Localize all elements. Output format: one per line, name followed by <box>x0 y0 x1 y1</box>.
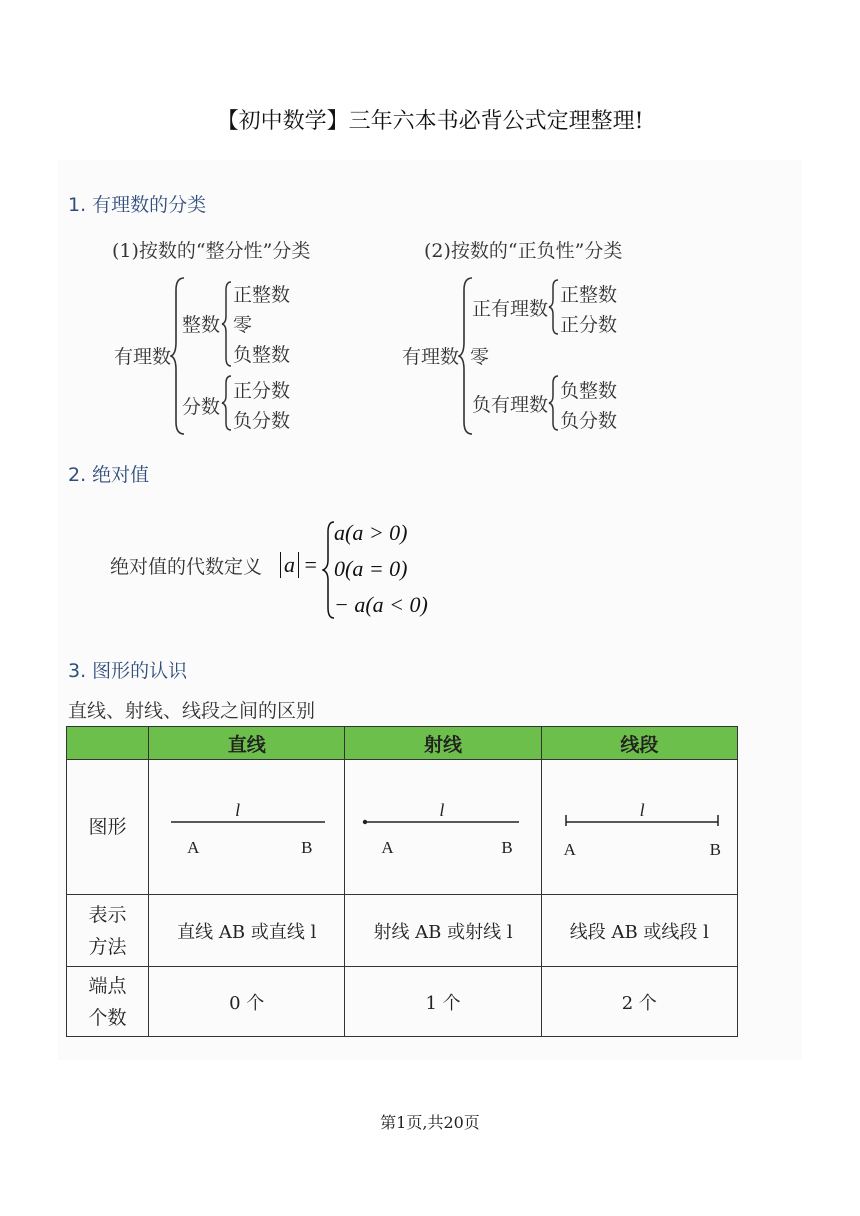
ray-label-l: l <box>439 800 445 820</box>
abs-var: a <box>284 552 295 577</box>
endpoints-ray: 1 个 <box>345 967 541 1037</box>
abs-def-label: 绝对值的代数定义 <box>110 556 263 578</box>
comparison-table <box>66 726 738 1037</box>
table-row <box>67 895 738 967</box>
row-head-figure: 图形 <box>67 760 149 895</box>
right-root: 有理数 <box>402 346 460 368</box>
right-item-neg-frac: 负分数 <box>560 410 618 432</box>
abs-def-lhs: a = <box>280 552 317 578</box>
right-group-positive: 正有理数 <box>472 298 549 320</box>
right-heading: (2)按数的“正负性”分类 <box>424 240 623 262</box>
figure-line-cell <box>149 760 345 895</box>
right-item-neg-int: 负整数 <box>560 380 618 402</box>
left-item-neg-int: 负整数 <box>233 344 291 366</box>
right-negative-brace <box>548 374 560 432</box>
notation-ray: 射线 AB 或射线 l <box>345 895 541 967</box>
row-head-notation-line1: 表示 <box>88 903 127 926</box>
header-empty <box>67 727 149 760</box>
header-ray: 射线 <box>345 727 541 760</box>
right-item-pos-frac: 正分数 <box>560 314 618 336</box>
left-fraction-brace <box>221 374 233 432</box>
right-group-negative: 负有理数 <box>472 394 549 416</box>
section-1-title: 1. 有理数的分类 <box>68 194 207 216</box>
row-head-notation <box>67 895 149 967</box>
notation-line: 直线 AB 或直线 l <box>149 895 345 967</box>
section-2-title: 2. 绝对值 <box>68 464 150 486</box>
notation-segment: 线段 AB 或线段 l <box>541 895 737 967</box>
figure-ray-cell <box>345 760 541 895</box>
table-row <box>67 967 738 1037</box>
left-item-neg-frac: 负分数 <box>233 410 291 432</box>
segment-label-l: l <box>639 800 645 820</box>
segment-point-a: A <box>563 840 576 859</box>
section-3-subtitle: 直线、射线、线段之间的区别 <box>68 700 316 722</box>
ray-point-b: B <box>501 838 513 857</box>
left-item-pos-frac: 正分数 <box>233 380 291 402</box>
row-head-endpoints <box>67 967 149 1037</box>
right-positive-brace <box>548 278 560 336</box>
line-label-l: l <box>235 800 241 820</box>
document-title: 【初中数学】三年六本书必背公式定理整理! <box>216 109 644 134</box>
left-group-fraction: 分数 <box>182 396 221 418</box>
left-item-zero: 零 <box>233 314 253 336</box>
segment-figure <box>542 760 738 894</box>
section-3-title: 3. 图形的认识 <box>68 660 188 682</box>
line-figure <box>149 760 345 894</box>
row-head-endpoints-line1: 端点 <box>88 974 127 997</box>
abs-case-positive: a(a > 0) <box>334 520 408 545</box>
right-item-pos-int: 正整数 <box>560 284 618 306</box>
endpoints-line: 0 个 <box>149 967 345 1037</box>
page-footer: 第1页,共20页 <box>380 1113 480 1132</box>
header-segment: 线段 <box>541 727 737 760</box>
abs-case-negative: − a(a < 0) <box>334 592 428 617</box>
line-point-a: A <box>187 838 200 857</box>
figure-segment-cell <box>541 760 737 895</box>
right-item-zero: 零 <box>470 346 490 368</box>
left-group-integer: 整数 <box>182 314 221 336</box>
left-root: 有理数 <box>114 346 172 368</box>
header-line: 直线 <box>149 727 345 760</box>
segment-point-b: B <box>709 840 722 859</box>
row-head-endpoints-line2: 个数 <box>88 1006 127 1029</box>
ray-figure <box>345 760 541 894</box>
row-head-notation-line2: 方法 <box>88 935 127 958</box>
table-row <box>67 760 738 895</box>
left-heading: (1)按数的“整分性”分类 <box>112 240 311 262</box>
abs-case-zero: 0(a = 0) <box>334 556 408 581</box>
line-point-b: B <box>301 838 313 857</box>
endpoints-segment: 2 个 <box>541 967 737 1037</box>
left-integer-brace <box>221 280 233 368</box>
ray-point-a: A <box>381 838 394 857</box>
left-item-pos-int: 正整数 <box>233 284 291 306</box>
table-header-row <box>67 727 738 760</box>
